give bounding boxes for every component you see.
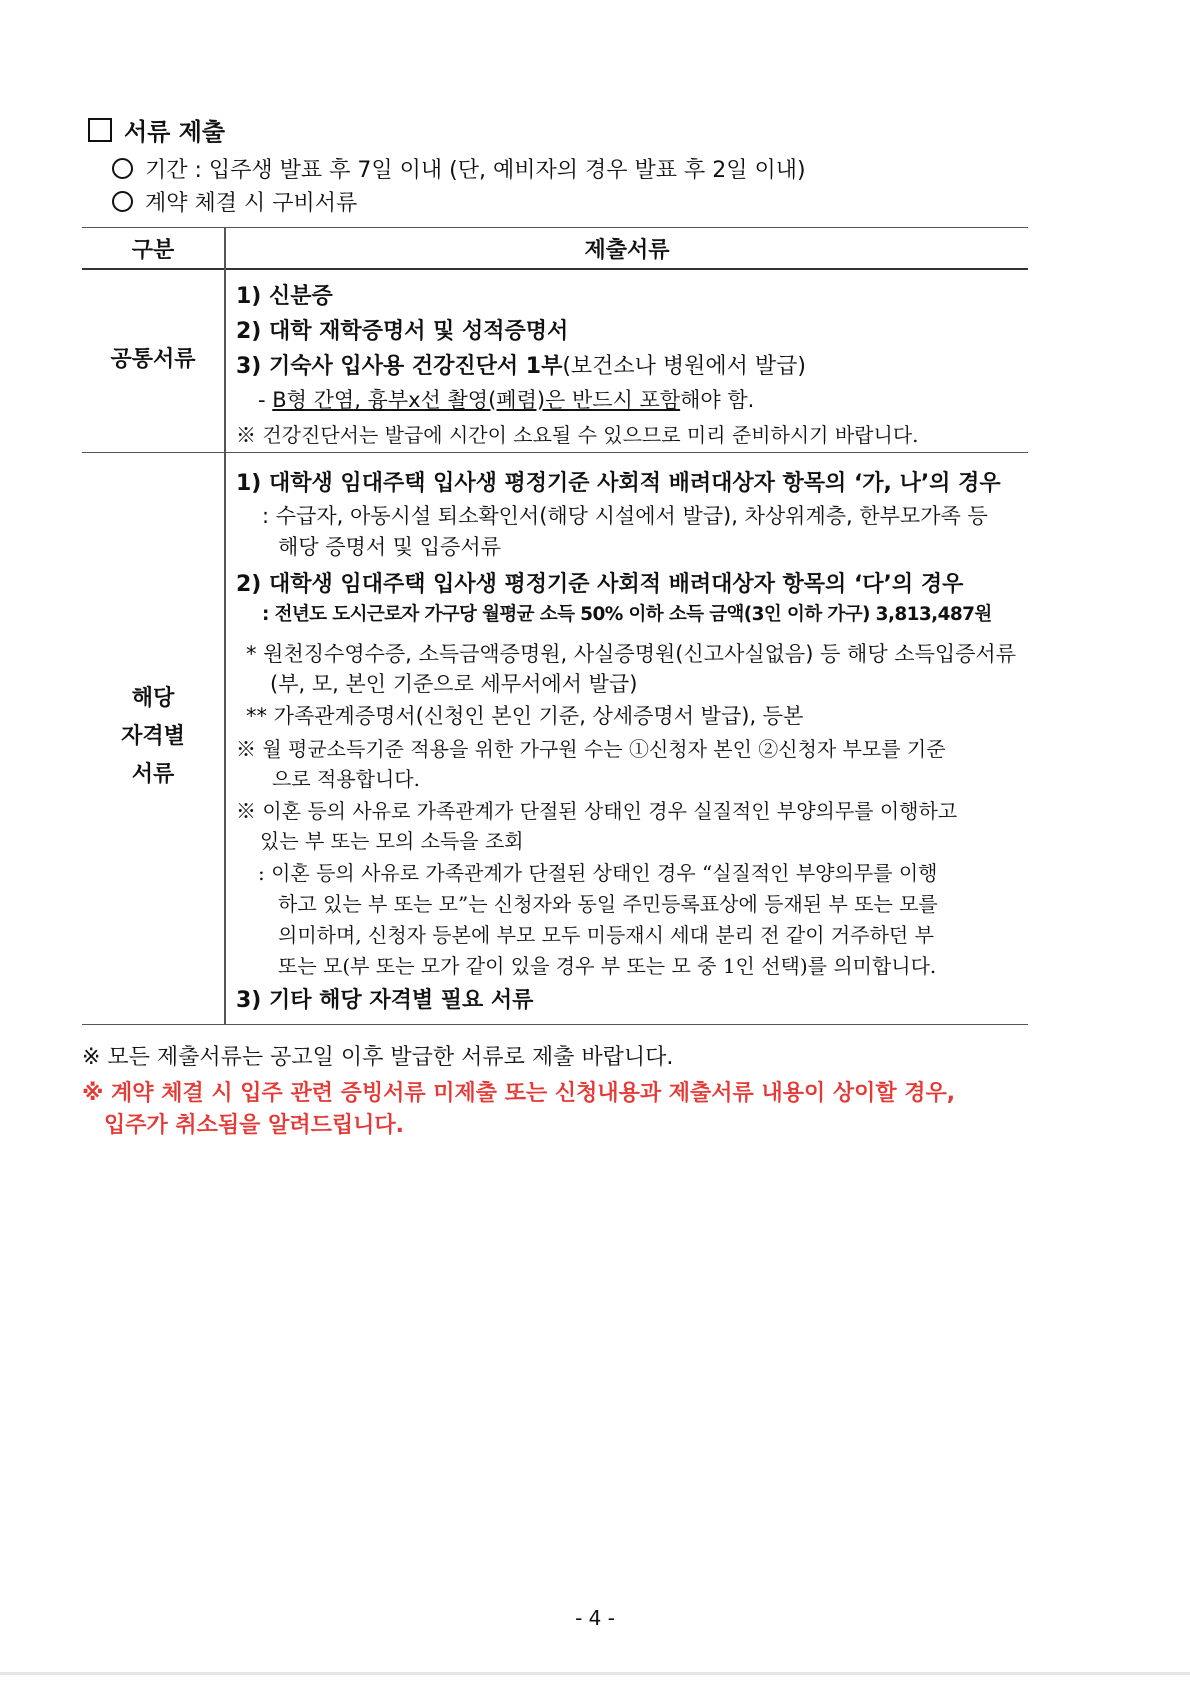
qual-note-family-cert: ** 가족관계증명서(신청인 본인 기준, 상세증명서 발급), 등본 [246, 704, 804, 728]
qual-item-1-detail-cont: 해당 증명서 및 입증서류 [278, 535, 501, 559]
checkbox-square-icon [88, 118, 112, 142]
qual-note-divorce-detail-1: : 이혼 등의 사유로 가족관계가 단절된 상태인 경우 “실질적인 부양의무를 이행 [258, 861, 938, 885]
category-qualification [82, 680, 224, 794]
page-bottom-edge [0, 1672, 1190, 1675]
common-item-3-sub [258, 384, 754, 414]
common-item-3-note: (보건소나 병원에서 발급) [562, 354, 807, 379]
warning-note-line-1: ※ 계약 체결 시 입주 관련 증빙서류 미제출 또는 신청내용과 제출서류 내용이 상이할 경우, [82, 1081, 956, 1106]
qual-note-income-docs-cont: (부, 모, 본인 기준으로 세무서에서 발급) [270, 672, 638, 696]
bullet-documents [112, 186, 357, 217]
section-heading [88, 112, 225, 147]
common-item-3-bold: 3) 기숙사 입사용 건강진단서 1부 [236, 354, 563, 379]
bullet-period-text: 기간 : 입주생 발표 후 7일 이내 (단, 예비자의 경우 발표 후 2일 이내) [145, 158, 806, 183]
qual-note-household: ※ 월 평균소득기준 적용을 위한 가구원 수는 ①신청자 본인 ②신청자 부모를 기준 [236, 737, 946, 761]
common-item-3-underlined: B형 간염, 흉부x선 촬영(폐렴)은 반드시 포함 [272, 388, 681, 412]
qual-item-2-income: : 전년도 도시근로자 가구당 월평균 소득 50% 이하 소득 금액(3인 이하 가구) 3,813,487원 [262, 604, 992, 625]
qual-item-1-detail: : 수급자, 아동시설 퇴소확인서(해당 시설에서 발급), 차상위계층, 한부모가족 등 [262, 504, 988, 528]
qual-item-1: 1) 대학생 임대주택 입사생 평정기준 사회적 배려대상자 항목의 ‘가, 나’의 경우 [236, 471, 1001, 496]
common-item-2: 2) 대학 재학증명서 및 성적증명서 [236, 319, 569, 344]
qual-note-divorce-cont: 있는 부 또는 모의 소득을 조회 [260, 829, 524, 853]
qual-note-divorce-detail-3: 의미하며, 신청자 등본에 부모 모두 미등재시 세대 분리 전 같이 거주하던 부 [278, 923, 934, 947]
qual-note-divorce-detail-2: 하고 있는 부 또는 모”는 신청자와 동일 주민등록표상에 등재된 부 또는 모를 [278, 892, 938, 916]
bullet-period [112, 153, 806, 184]
header-category: 구분 [131, 238, 175, 263]
header-documents: 제출서류 [584, 238, 670, 263]
qual-note-divorce-detail-4: 또는 모(부 또는 모가 같이 있을 경우 부 또는 모 중 1인 선택)를 의미합니다. [278, 954, 937, 978]
category-common: 공통서류 [110, 347, 196, 372]
common-item-1: 1) 신분증 [236, 284, 333, 309]
qual-item-3: 3) 기타 해당 자격별 필요 서류 [236, 988, 534, 1013]
circle-bullet-icon [112, 191, 133, 212]
table-bottom-rule [82, 1024, 1028, 1025]
category-line-1: 해당 [131, 686, 175, 711]
table-column-divider [224, 227, 226, 1024]
general-note: ※ 모든 제출서류는 공고일 이후 발급한 서류로 제출 바랍니다. [82, 1045, 674, 1070]
dash-prefix: - [258, 388, 273, 412]
section-title: 서류 제출 [124, 118, 226, 146]
circle-bullet-icon [112, 158, 133, 179]
common-note: ※ 건강진단서는 발급에 시간이 소요될 수 있으므로 미리 준비하시기 바랍니다. [236, 423, 919, 447]
bullet-documents-text: 계약 체결 시 구비서류 [145, 191, 358, 216]
category-line-3: 서류 [131, 762, 175, 787]
qual-item-2: 2) 대학생 임대주택 입사생 평정기준 사회적 배려대상자 항목의 ‘다’의 경우 [236, 572, 964, 597]
warning-note-line-2: 입주가 취소됨을 알려드립니다. [104, 1113, 404, 1138]
qual-note-household-cont: 으로 적용합니다. [272, 767, 420, 791]
category-line-2: 자격별 [121, 724, 185, 749]
common-item-3 [236, 349, 806, 380]
qual-note-income-docs: * 원천징수영수증, 소득금액증명원, 사실증명원(신고사실없음) 등 해당 소득입증서류 [246, 642, 1017, 666]
common-item-3-suffix: 해야 함. [680, 388, 755, 412]
page-number: - 4 - [575, 1606, 615, 1630]
qual-note-divorce: ※ 이혼 등의 사유로 가족관계가 단절된 상태인 경우 실질적인 부양의무를 이행하고 [236, 799, 958, 823]
